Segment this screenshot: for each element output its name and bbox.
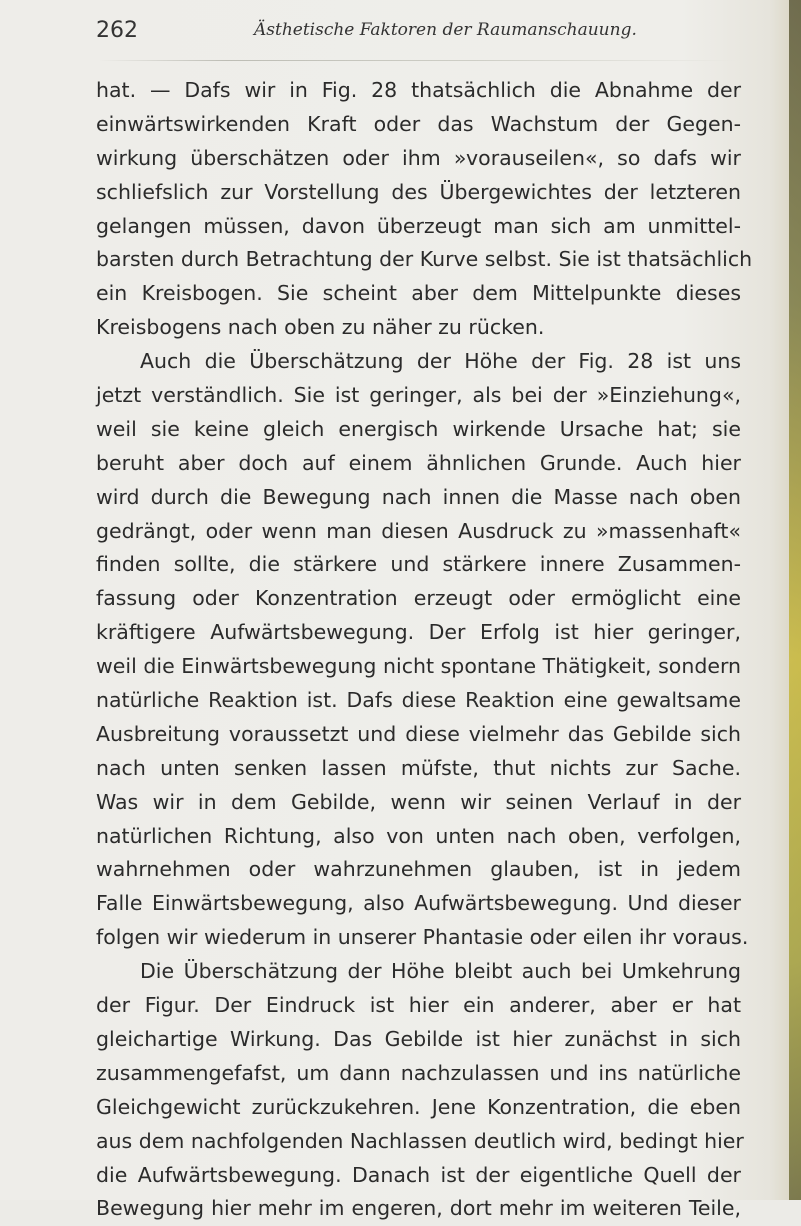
text-line: Bewegung hier mehr im engeren, dort mehr im weiteren Teile, xyxy=(96,1196,741,1221)
text-line: gleichartige Wirkung. Das Gebilde ist hier zunächst in sich xyxy=(96,1026,741,1051)
text-line: Ausbreitung voraussetzt und diese vielmehr das Gebilde sich xyxy=(96,721,741,746)
text-line: finden sollte, die stärkere und stärkere innere Zusammen- xyxy=(96,552,741,577)
text-line: einwärtswirkenden Kraft oder das Wachstum der Gegen- xyxy=(96,111,741,136)
text-line: schliefslich zur Vorstellung des Übergewichtes der letzteren xyxy=(96,179,741,204)
text-line: gelangen müssen, davon überzeugt man sich am unmittel- xyxy=(96,213,741,238)
text-line: folgen wir wiederum in unserer Phantasie oder eilen ihr voraus. xyxy=(96,925,749,950)
text-line: fassung oder Konzentration erzeugt oder ermöglicht eine xyxy=(96,586,741,611)
text-line: gedrängt, oder wenn man diesen Ausdruck zu »massenhaft« xyxy=(96,518,741,543)
text-line: wahrnehmen oder wahrzunehmen glauben, ist in jedem xyxy=(96,857,741,882)
book-edge-shadow xyxy=(789,0,801,1200)
text-line: nach unten senken lassen müfste, thut nichts zur Sache. xyxy=(96,755,741,780)
paragraph-start-line: Auch die Überschätzung der Höhe der Fig. 28 ist uns xyxy=(140,349,741,374)
text-line: zusammengefafst, um dann nachzulassen und ins natürliche xyxy=(96,1060,741,1085)
paragraph-start-line: Die Überschätzung der Höhe bleibt auch bei Umkehrung xyxy=(140,959,741,984)
text-line: kräftigere Aufwärtsbewegung. Der Erfolg ist hier geringer, xyxy=(96,620,741,645)
text-line: ein Kreisbogen. Sie scheint aber dem Mittelpunkte dieses xyxy=(96,281,741,306)
text-line: Kreisbogens nach oben zu näher zu rücken. xyxy=(96,315,545,340)
text-line: Gleichgewicht zurückzukehren. Jene Konzentration, die eben xyxy=(96,1094,741,1119)
text-line: wird durch die Bewegung nach innen die Masse nach oben xyxy=(96,484,741,509)
text-line: Falle Einwärtsbewegung, also Aufwärtsbewegung. Und dieser xyxy=(96,891,741,916)
text-line: beruht aber doch auf einem ähnlichen Grunde. Auch hier xyxy=(96,450,741,475)
text-line: natürliche Reaktion ist. Dafs diese Reaktion eine gewaltsame xyxy=(96,688,741,713)
text-line: natürlichen Richtung, also von unten nach oben, verfolgen, xyxy=(96,823,741,848)
text-line: jetzt verständlich. Sie ist geringer, als bei der »Einziehung«, xyxy=(96,383,741,408)
page-header xyxy=(96,14,736,46)
running-head: Ästhetische Faktoren der Raumanschauung. xyxy=(254,20,637,40)
text-line: der Figur. Der Eindruck ist hier ein anderer, aber er hat xyxy=(96,993,741,1018)
text-line: weil die Einwärtsbewegung nicht spontane Thätigkeit, sondern xyxy=(96,654,741,679)
text-line: barsten durch Betrachtung der Kurve selbst. Sie ist thatsächlich xyxy=(96,247,753,272)
text-line: aus dem nachfolgenden Nachlassen deutlich wird, bedingt hier xyxy=(96,1128,744,1153)
page-number: 262 xyxy=(96,18,138,43)
body-text xyxy=(96,74,753,1226)
text-line: Was wir in dem Gebilde, wenn wir seinen Verlauf in der xyxy=(96,789,741,814)
text-line: wirkung überschätzen oder ihm »vorauseilen«, so dafs wir xyxy=(96,145,741,170)
text-line: die Aufwärtsbewegung. Danach ist der eigentliche Quell der xyxy=(96,1162,741,1187)
text-line: weil sie keine gleich energisch wirkende Ursache hat; sie xyxy=(96,416,741,441)
header-rule xyxy=(98,60,738,61)
text-line: hat. — Dafs wir in Fig. 28 thatsächlich die Abnahme der xyxy=(96,78,741,102)
